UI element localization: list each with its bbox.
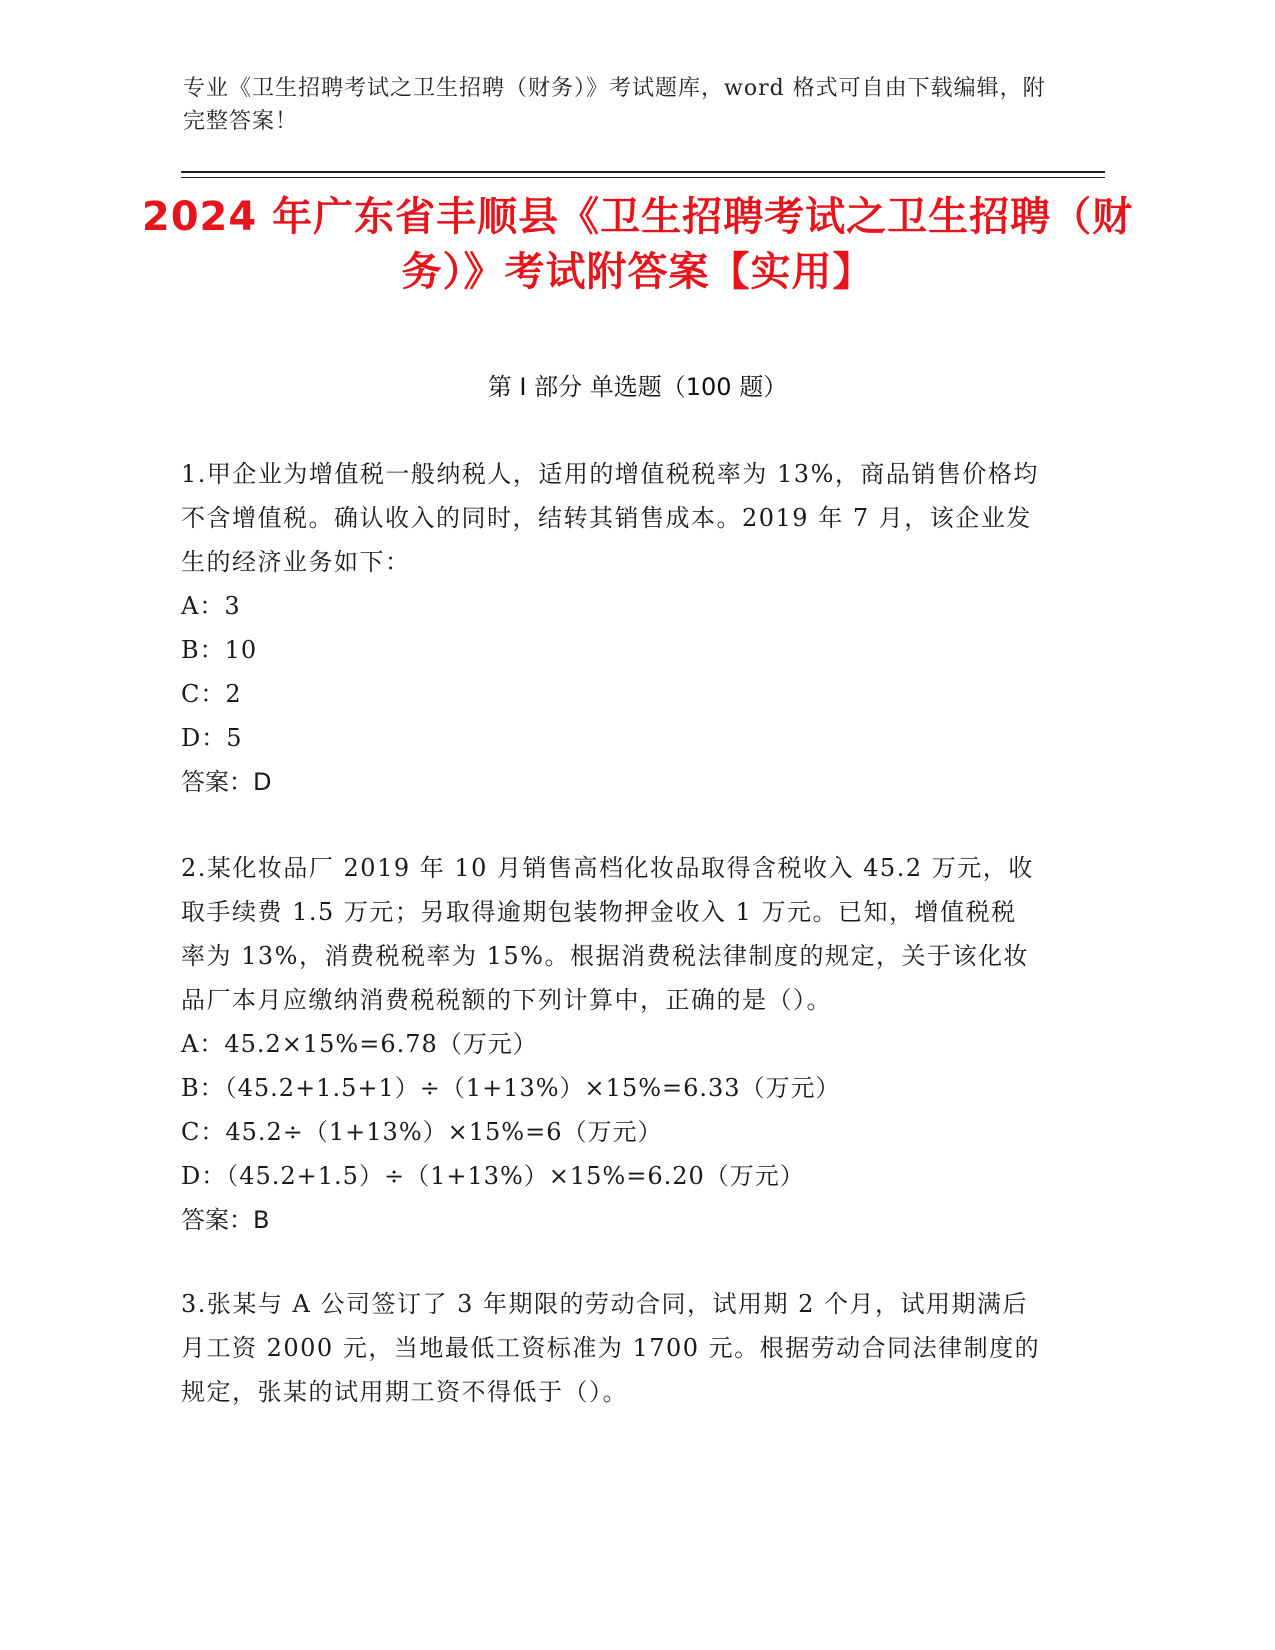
question-text: 1.甲企业为增值税一般纳税人，适用的增值税税率为 13%，商品销售价格均不含增值税。确认收入的同时，结转其销售成本。2019 年 7 月，该企业发生的经济业务如下： bbox=[181, 460, 1039, 576]
option-b: B：10 bbox=[181, 636, 258, 664]
question-2 bbox=[181, 846, 1041, 1242]
document-title: 2024 年广东省丰顺县《卫生招聘考试之卫生招聘（财务）》考试附答案【实用】 bbox=[141, 194, 1134, 295]
option-a: A：3 bbox=[181, 592, 241, 620]
answer: 答案：B bbox=[181, 1206, 270, 1234]
option-d: D：（45.2+1.5）÷（1+13%）×15%=6.20（万元） bbox=[181, 1162, 805, 1190]
section-heading: 第 I 部分 单选题（100 题） bbox=[487, 373, 788, 401]
question-text: 2.某化妆品厂 2019 年 10 月销售高档化妆品取得含税收入 45.2 万元，收取手续费 1.5 万元；另取得逾期包装物押金收入 1 万元。已知，增值税税率为 13%，消费税税率为 15%。根据消费税法律制度的规定，关于该化妆品厂本月应缴纳消费税税额的下列计算中，正确的是（）。 bbox=[181, 854, 1034, 1014]
answer: 答案：D bbox=[181, 768, 272, 796]
header-divider-thin bbox=[181, 177, 1105, 178]
question-3 bbox=[181, 1282, 1041, 1414]
option-b: B：（45.2+1.5+1）÷（1+13%）×15%=6.33（万元） bbox=[181, 1074, 841, 1102]
option-d: D：5 bbox=[181, 724, 243, 752]
option-a: A：45.2×15%=6.78（万元） bbox=[181, 1030, 538, 1058]
option-c: C：45.2÷（1+13%）×15%=6（万元） bbox=[181, 1118, 663, 1146]
header-note: 专业《卫生招聘考试之卫生招聘（财务）》考试题库，word 格式可自由下载编辑，附完整答案！ bbox=[183, 76, 1046, 134]
option-c: C：2 bbox=[181, 680, 242, 708]
question-text: 3.张某与 A 公司签订了 3 年期限的劳动合同，试用期 2 个月，试用期满后月工资 2000 元，当地最低工资标准为 1700 元。根据劳动合同法律制度的规定，张某的试用期工资不得低于（）。 bbox=[181, 1290, 1041, 1406]
header-divider-thick bbox=[181, 171, 1105, 173]
question-1 bbox=[181, 452, 1041, 804]
